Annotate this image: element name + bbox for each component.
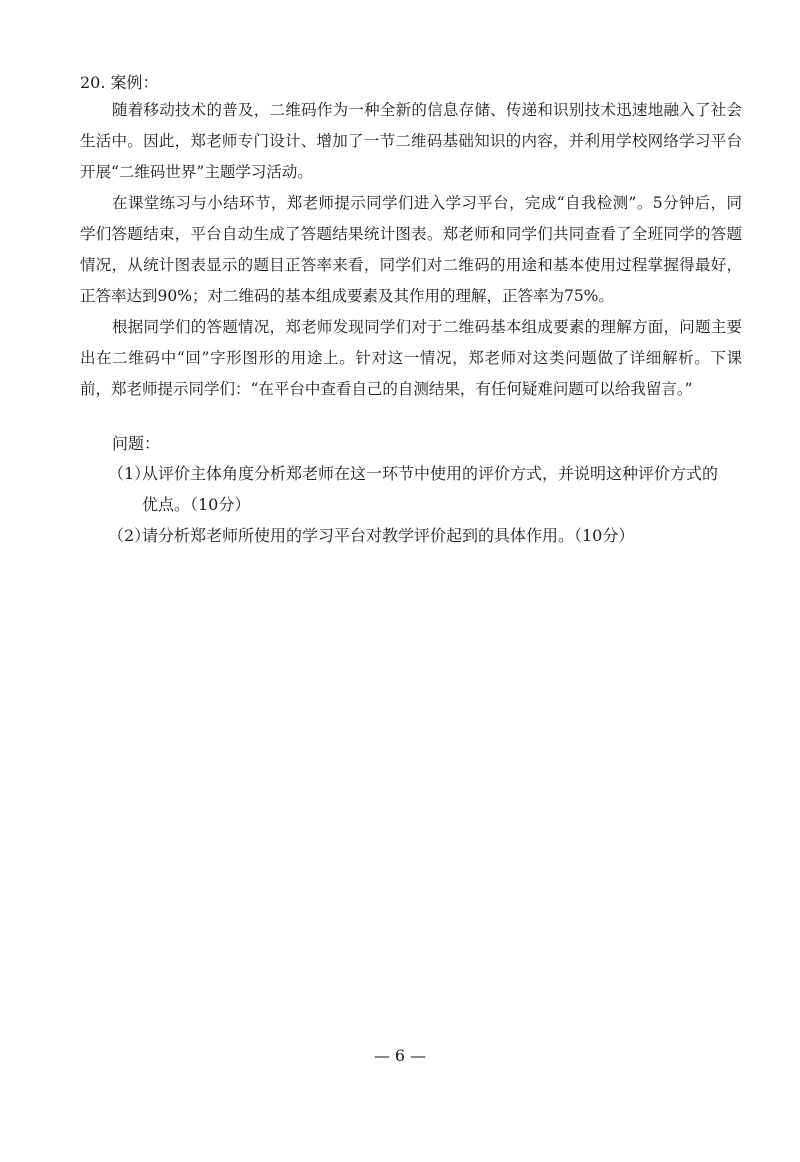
question-number: （2） [108,526,151,545]
question-item-1 [108,458,740,520]
question-heading: 20. 案例： [80,73,159,92]
question-number: （1） [108,464,151,483]
question-text-line1: 从评价主体角度分析郑老师在这一环节中使用的评价方式，并说明这种评价方式的 [142,464,719,483]
case-paragraph-2: 在课堂练习与小结环节，郑老师提示同学们进入学习平台，完成“自我检测”。5分钟后，同学们答题结束，平台自动生成了答题结果统计图表。郑老师和同学们共同查看了全班同学的答题情况，从统计图表显示的题目正答率来看，同学们对二维码的用途和基本使用过程掌握得最好，正答率达到90%；对二维码的基本组成要素及其作用的理解，正答率为75%。 [80,194,742,305]
case-paragraph-1: 随着移动技术的普及，二维码作为一种全新的信息存储、传递和识别技术迅速地融入了社会生活中。因此，郑老师专门设计、增加了一节二维码基础知识的内容，并利用学校网络学习平台开展“二维码世界”主题学习活动。 [80,101,742,181]
question-text-line1: 请分析郑老师所使用的学习平台对教学评价起到的具体作用。（10分） [142,526,635,545]
page-number: — 6 — [373,1046,427,1065]
questions-label: 问题： [112,434,161,453]
question-item-2 [108,520,740,551]
case-paragraph-3: 根据同学们的答题情况，郑老师发现同学们对于二维码基本组成要素的理解方面，问题主要出在二维码中“回”字形图形的用途上。针对这一情况，郑老师对这类问题做了详细解析。下课前，郑老师提示同学们：“在平台中查看自己的自测结果，有任何疑难问题可以给我留言。” [80,318,742,398]
question-text-line2: 优点。（10分） [142,495,251,514]
